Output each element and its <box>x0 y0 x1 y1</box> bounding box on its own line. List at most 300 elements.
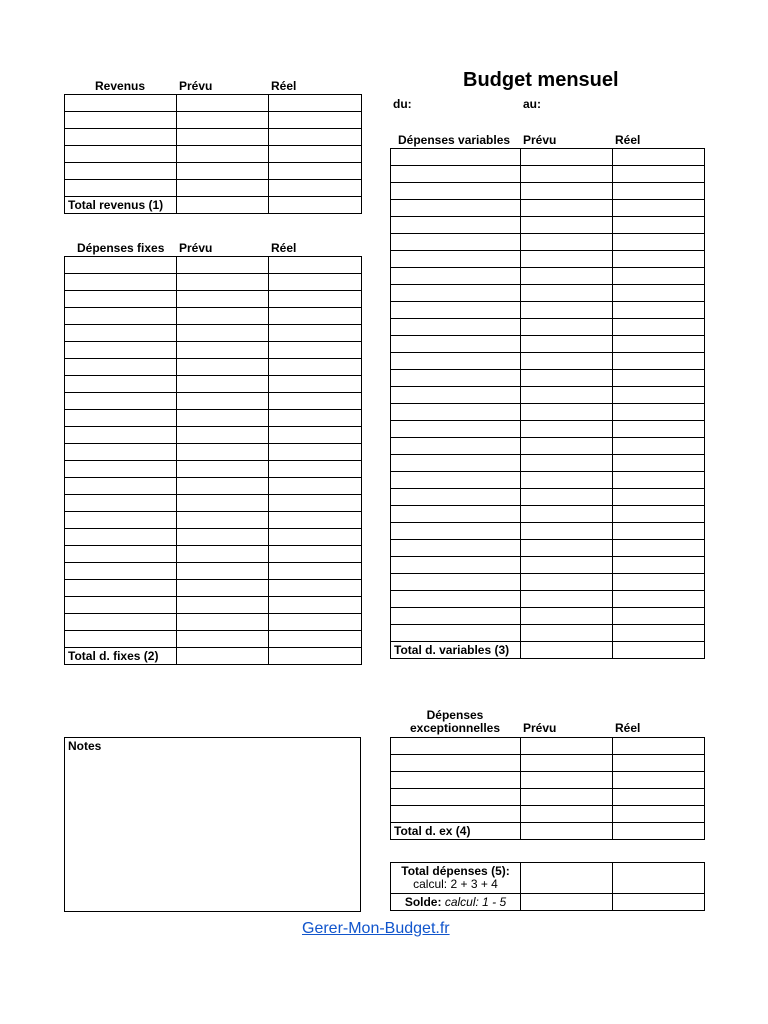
revenus-row <box>65 163 362 180</box>
fixes-cell-label[interactable] <box>65 597 177 614</box>
variables-cell-actual[interactable] <box>613 455 705 472</box>
total-depenses-planned[interactable] <box>521 863 613 894</box>
variables-row <box>391 540 705 557</box>
variables-cell-label[interactable] <box>391 234 521 251</box>
revenus-planned-header: Prévu <box>179 79 213 93</box>
variables-row <box>391 234 705 251</box>
fixes-cell-planned[interactable] <box>177 614 269 631</box>
period-from-label: du: <box>393 97 412 111</box>
revenus-row <box>65 129 362 146</box>
fixes-cell-planned[interactable] <box>177 597 269 614</box>
variables-cell-planned[interactable] <box>521 438 613 455</box>
fixes-cell-label[interactable] <box>65 478 177 495</box>
exceptionnelles-total-label: Total d. ex (4) <box>391 823 521 840</box>
variables-row <box>391 574 705 591</box>
fixes-cell-label[interactable] <box>65 257 177 274</box>
variables-row <box>391 336 705 353</box>
variables-cell-planned[interactable] <box>521 268 613 285</box>
variables-row <box>391 217 705 234</box>
fixes-cell-label[interactable] <box>65 512 177 529</box>
variables-cell-actual[interactable] <box>613 217 705 234</box>
variables-cell-label[interactable] <box>391 183 521 200</box>
variables-cell-planned[interactable] <box>521 302 613 319</box>
variables-row <box>391 523 705 540</box>
variables-cell-label[interactable] <box>391 336 521 353</box>
variables-cell-actual[interactable] <box>613 472 705 489</box>
variables-row <box>391 421 705 438</box>
variables-row <box>391 608 705 625</box>
fixes-cell-label[interactable] <box>65 342 177 359</box>
variables-cell-label[interactable] <box>391 608 521 625</box>
fixes-row <box>65 291 362 308</box>
variables-cell-actual[interactable] <box>613 421 705 438</box>
fixes-row <box>65 274 362 291</box>
variables-cell-planned[interactable] <box>521 421 613 438</box>
variables-cell-label[interactable] <box>391 149 521 166</box>
variables-cell-label[interactable] <box>391 404 521 421</box>
notes-label: Notes <box>68 739 102 753</box>
variables-cell-planned[interactable] <box>521 251 613 268</box>
revenus-cell-planned[interactable] <box>177 180 269 197</box>
variables-cell-actual[interactable] <box>613 302 705 319</box>
fixes-cell-planned[interactable] <box>177 376 269 393</box>
fixes-row <box>65 359 362 376</box>
fixes-cell-actual[interactable] <box>269 478 362 495</box>
variables-row <box>391 353 705 370</box>
fixes-row <box>65 580 362 597</box>
revenus-cell-actual[interactable] <box>269 180 362 197</box>
revenus-cell-actual[interactable] <box>269 163 362 180</box>
fixes-cell-label[interactable] <box>65 631 177 648</box>
fixes-cell-planned[interactable] <box>177 410 269 427</box>
fixes-total-planned[interactable] <box>177 648 269 665</box>
fixes-cell-label[interactable] <box>65 325 177 342</box>
variables-cell-label[interactable] <box>391 625 521 642</box>
variables-cell-actual[interactable] <box>613 591 705 608</box>
variables-cell-label[interactable] <box>391 285 521 302</box>
fixes-cell-label[interactable] <box>65 614 177 631</box>
fixes-cell-actual[interactable] <box>269 393 362 410</box>
fixes-cell-planned[interactable] <box>177 512 269 529</box>
fixes-cell-actual[interactable] <box>269 274 362 291</box>
variables-cell-actual[interactable] <box>613 574 705 591</box>
fixes-cell-actual[interactable] <box>269 359 362 376</box>
revenus-cell-label[interactable] <box>65 180 177 197</box>
exceptionnelles-cell-actual[interactable] <box>613 772 705 789</box>
exceptionnelles-cell-planned[interactable] <box>521 755 613 772</box>
revenus-cell-planned[interactable] <box>177 146 269 163</box>
variables-cell-planned[interactable] <box>521 217 613 234</box>
variables-cell-label[interactable] <box>391 506 521 523</box>
fixes-total-actual[interactable] <box>269 648 362 665</box>
fixes-row <box>65 410 362 427</box>
fixes-row <box>65 529 362 546</box>
variables-cell-planned[interactable] <box>521 574 613 591</box>
fixes-cell-planned[interactable] <box>177 444 269 461</box>
variables-cell-planned[interactable] <box>521 506 613 523</box>
variables-cell-actual[interactable] <box>613 166 705 183</box>
exceptionnelles-row <box>391 789 705 806</box>
fixes-cell-actual[interactable] <box>269 631 362 648</box>
solde-planned[interactable] <box>521 894 613 911</box>
variables-total-label: Total d. variables (3) <box>391 642 521 659</box>
period-to-label: au: <box>523 97 541 111</box>
exceptionnelles-cell-label[interactable] <box>391 772 521 789</box>
fixes-cell-planned[interactable] <box>177 461 269 478</box>
fixes-cell-planned[interactable] <box>177 359 269 376</box>
variables-row <box>391 404 705 421</box>
revenus-total-label: Total revenus (1) <box>65 197 177 214</box>
variables-cell-actual[interactable] <box>613 540 705 557</box>
fixes-row <box>65 257 362 274</box>
fixes-row <box>65 478 362 495</box>
fixes-cell-label[interactable] <box>65 461 177 478</box>
fixes-cell-actual[interactable] <box>269 461 362 478</box>
solde-calc: calcul: 1 - 5 <box>444 895 507 909</box>
variables-total-actual[interactable] <box>613 642 705 659</box>
exceptionnelles-total-row <box>391 823 705 840</box>
fixes-cell-label[interactable] <box>65 563 177 580</box>
revenus-cell-planned[interactable] <box>177 129 269 146</box>
solde-actual[interactable] <box>613 894 705 911</box>
total-depenses-row <box>391 863 705 894</box>
variables-cell-planned[interactable] <box>521 336 613 353</box>
fixes-cell-actual[interactable] <box>269 495 362 512</box>
variables-cell-actual[interactable] <box>613 353 705 370</box>
exceptionnelles-cell-label[interactable] <box>391 789 521 806</box>
variables-row <box>391 455 705 472</box>
fixes-actual-header: Réel <box>271 241 297 255</box>
variables-cell-actual[interactable] <box>613 557 705 574</box>
variables-cell-planned[interactable] <box>521 370 613 387</box>
exceptionnelles-header-line2: exceptionnelles <box>409 721 501 735</box>
fixes-row <box>65 495 362 512</box>
variables-cell-label[interactable] <box>391 353 521 370</box>
variables-cell-label[interactable] <box>391 540 521 557</box>
fixes-cell-actual[interactable] <box>269 257 362 274</box>
solde-cell <box>391 894 521 911</box>
fixes-cell-planned[interactable] <box>177 274 269 291</box>
exceptionnelles-cell-planned[interactable] <box>521 789 613 806</box>
variables-cell-label[interactable] <box>391 523 521 540</box>
revenus-cell-planned[interactable] <box>177 163 269 180</box>
exceptionnelles-cell-planned[interactable] <box>521 772 613 789</box>
solde-label: Solde: <box>404 895 442 909</box>
variables-cell-planned[interactable] <box>521 319 613 336</box>
exceptionnelles-table <box>390 737 705 840</box>
fixes-row <box>65 444 362 461</box>
solde-row <box>391 894 705 911</box>
fixes-row <box>65 325 362 342</box>
fixes-cell-label[interactable] <box>65 444 177 461</box>
exceptionnelles-total-planned[interactable] <box>521 823 613 840</box>
fixes-cell-label[interactable] <box>65 580 177 597</box>
fixes-cell-planned[interactable] <box>177 427 269 444</box>
variables-cell-planned[interactable] <box>521 455 613 472</box>
revenus-cell-actual[interactable] <box>269 112 362 129</box>
revenus-cell-actual[interactable] <box>269 95 362 112</box>
variables-row <box>391 489 705 506</box>
fixes-cell-actual[interactable] <box>269 291 362 308</box>
variables-cell-planned[interactable] <box>521 489 613 506</box>
revenus-cell-actual[interactable] <box>269 146 362 163</box>
variables-cell-planned[interactable] <box>521 591 613 608</box>
exceptionnelles-cell-actual[interactable] <box>613 789 705 806</box>
fixes-cell-planned[interactable] <box>177 495 269 512</box>
totals-table <box>390 862 705 911</box>
variables-cell-planned[interactable] <box>521 472 613 489</box>
variables-cell-actual[interactable] <box>613 404 705 421</box>
variables-cell-actual[interactable] <box>613 200 705 217</box>
variables-cell-label[interactable] <box>391 319 521 336</box>
variables-row <box>391 438 705 455</box>
fixes-cell-planned[interactable] <box>177 308 269 325</box>
exceptionnelles-cell-actual[interactable] <box>613 738 705 755</box>
variables-cell-planned[interactable] <box>521 285 613 302</box>
fixes-row <box>65 393 362 410</box>
variables-actual-header: Réel <box>615 133 641 147</box>
fixes-cell-planned[interactable] <box>177 563 269 580</box>
fixes-cell-actual[interactable] <box>269 597 362 614</box>
revenus-cell-label[interactable] <box>65 95 177 112</box>
exceptionnelles-actual-header: Réel <box>615 721 641 735</box>
variables-total-planned[interactable] <box>521 642 613 659</box>
revenus-cell-planned[interactable] <box>177 112 269 129</box>
exceptionnelles-cell-actual[interactable] <box>613 806 705 823</box>
fixes-cell-label[interactable] <box>65 495 177 512</box>
revenus-cell-label[interactable] <box>65 163 177 180</box>
revenus-header: Revenus <box>95 79 146 93</box>
fixes-cell-actual[interactable] <box>269 529 362 546</box>
exceptionnelles-cell-planned[interactable] <box>521 738 613 755</box>
variables-cell-label[interactable] <box>391 472 521 489</box>
exceptionnelles-row <box>391 738 705 755</box>
variables-row <box>391 285 705 302</box>
fixes-cell-actual[interactable] <box>269 325 362 342</box>
variables-cell-actual[interactable] <box>613 319 705 336</box>
fixes-cell-planned[interactable] <box>177 325 269 342</box>
fixes-table <box>64 256 362 665</box>
variables-cell-label[interactable] <box>391 200 521 217</box>
exceptionnelles-cell-label[interactable] <box>391 755 521 772</box>
fixes-cell-actual[interactable] <box>269 546 362 563</box>
exceptionnelles-cell-label[interactable] <box>391 806 521 823</box>
variables-cell-planned[interactable] <box>521 149 613 166</box>
variables-cell-planned[interactable] <box>521 523 613 540</box>
variables-cell-label[interactable] <box>391 268 521 285</box>
exceptionnelles-total-actual[interactable] <box>613 823 705 840</box>
variables-cell-planned[interactable] <box>521 183 613 200</box>
footer-link[interactable]: Gerer-Mon-Budget.fr <box>302 920 450 937</box>
variables-header: Dépenses variables <box>398 133 511 147</box>
revenus-cell-actual[interactable] <box>269 129 362 146</box>
variables-cell-label[interactable] <box>391 557 521 574</box>
fixes-cell-label[interactable] <box>65 376 177 393</box>
revenus-rows <box>65 95 362 197</box>
variables-cell-actual[interactable] <box>613 608 705 625</box>
fixes-cell-label[interactable] <box>65 291 177 308</box>
variables-row <box>391 251 705 268</box>
variables-row <box>391 387 705 404</box>
variables-cell-actual[interactable] <box>613 370 705 387</box>
fixes-row <box>65 546 362 563</box>
variables-cell-label[interactable] <box>391 455 521 472</box>
variables-cell-label[interactable] <box>391 302 521 319</box>
variables-row <box>391 268 705 285</box>
fixes-cell-actual[interactable] <box>269 614 362 631</box>
page-title: Budget mensuel <box>463 69 619 91</box>
fixes-planned-header: Prévu <box>179 241 213 255</box>
variables-row <box>391 625 705 642</box>
fixes-cell-label[interactable] <box>65 529 177 546</box>
revenus-table <box>64 94 362 214</box>
revenus-cell-label[interactable] <box>65 146 177 163</box>
fixes-cell-actual[interactable] <box>269 427 362 444</box>
fixes-cell-actual[interactable] <box>269 376 362 393</box>
fixes-row <box>65 631 362 648</box>
variables-rows <box>391 149 705 642</box>
variables-row <box>391 149 705 166</box>
variables-cell-label[interactable] <box>391 387 521 404</box>
fixes-cell-planned[interactable] <box>177 393 269 410</box>
variables-cell-planned[interactable] <box>521 387 613 404</box>
fixes-cell-planned[interactable] <box>177 580 269 597</box>
variables-cell-actual[interactable] <box>613 506 705 523</box>
fixes-cell-label[interactable] <box>65 308 177 325</box>
variables-row <box>391 370 705 387</box>
variables-cell-planned[interactable] <box>521 166 613 183</box>
total-depenses-calc: calcul: 2 + 3 + 4 <box>413 877 498 891</box>
revenus-cell-label[interactable] <box>65 129 177 146</box>
fixes-header: Dépenses fixes <box>77 241 165 255</box>
variables-cell-planned[interactable] <box>521 234 613 251</box>
notes-box[interactable] <box>64 737 361 912</box>
variables-cell-label[interactable] <box>391 166 521 183</box>
fixes-cell-actual[interactable] <box>269 563 362 580</box>
revenus-total-planned[interactable] <box>177 197 269 214</box>
variables-cell-label[interactable] <box>391 217 521 234</box>
revenus-row <box>65 146 362 163</box>
fixes-cell-planned[interactable] <box>177 478 269 495</box>
variables-cell-actual[interactable] <box>613 251 705 268</box>
fixes-row <box>65 512 362 529</box>
variables-row <box>391 557 705 574</box>
variables-cell-actual[interactable] <box>613 149 705 166</box>
fixes-cell-planned[interactable] <box>177 529 269 546</box>
variables-cell-label[interactable] <box>391 574 521 591</box>
fixes-total-row <box>65 648 362 665</box>
exceptionnelles-rows <box>391 738 705 823</box>
fixes-cell-actual[interactable] <box>269 410 362 427</box>
variables-cell-actual[interactable] <box>613 234 705 251</box>
fixes-cell-label[interactable] <box>65 546 177 563</box>
variables-total-row <box>391 642 705 659</box>
exceptionnelles-row <box>391 772 705 789</box>
fixes-row <box>65 461 362 478</box>
variables-cell-actual[interactable] <box>613 387 705 404</box>
variables-row <box>391 591 705 608</box>
variables-cell-actual[interactable] <box>613 285 705 302</box>
variables-cell-planned[interactable] <box>521 540 613 557</box>
variables-row <box>391 302 705 319</box>
variables-row <box>391 166 705 183</box>
variables-row <box>391 200 705 217</box>
variables-cell-planned[interactable] <box>521 353 613 370</box>
variables-cell-actual[interactable] <box>613 268 705 285</box>
variables-cell-planned[interactable] <box>521 557 613 574</box>
fixes-cell-planned[interactable] <box>177 257 269 274</box>
fixes-cell-planned[interactable] <box>177 546 269 563</box>
revenus-actual-header: Réel <box>271 79 297 93</box>
variables-row <box>391 472 705 489</box>
fixes-cell-label[interactable] <box>65 274 177 291</box>
fixes-cell-actual[interactable] <box>269 512 362 529</box>
fixes-cell-label[interactable] <box>65 410 177 427</box>
revenus-row <box>65 112 362 129</box>
variables-cell-label[interactable] <box>391 591 521 608</box>
variables-cell-actual[interactable] <box>613 438 705 455</box>
revenus-total-actual[interactable] <box>269 197 362 214</box>
variables-cell-planned[interactable] <box>521 625 613 642</box>
exceptionnelles-planned-header: Prévu <box>523 721 557 735</box>
fixes-cell-label[interactable] <box>65 393 177 410</box>
variables-row <box>391 506 705 523</box>
exceptionnelles-cell-planned[interactable] <box>521 806 613 823</box>
variables-cell-label[interactable] <box>391 421 521 438</box>
fixes-cell-label[interactable] <box>65 427 177 444</box>
total-depenses-actual[interactable] <box>613 863 705 894</box>
variables-row <box>391 319 705 336</box>
variables-cell-planned[interactable] <box>521 200 613 217</box>
variables-cell-actual[interactable] <box>613 489 705 506</box>
variables-cell-actual[interactable] <box>613 183 705 200</box>
variables-table <box>390 148 705 659</box>
variables-cell-actual[interactable] <box>613 625 705 642</box>
fixes-row <box>65 597 362 614</box>
exceptionnelles-cell-actual[interactable] <box>613 755 705 772</box>
variables-cell-actual[interactable] <box>613 336 705 353</box>
variables-cell-planned[interactable] <box>521 404 613 421</box>
fixes-cell-label[interactable] <box>65 359 177 376</box>
revenus-row <box>65 95 362 112</box>
fixes-cell-actual[interactable] <box>269 444 362 461</box>
fixes-total-label: Total d. fixes (2) <box>65 648 177 665</box>
variables-cell-actual[interactable] <box>613 523 705 540</box>
variables-row <box>391 183 705 200</box>
fixes-cell-actual[interactable] <box>269 342 362 359</box>
variables-cell-label[interactable] <box>391 489 521 506</box>
variables-cell-label[interactable] <box>391 370 521 387</box>
fixes-cell-planned[interactable] <box>177 291 269 308</box>
fixes-cell-planned[interactable] <box>177 631 269 648</box>
variables-cell-planned[interactable] <box>521 608 613 625</box>
revenus-row <box>65 180 362 197</box>
fixes-rows <box>65 257 362 648</box>
fixes-cell-actual[interactable] <box>269 308 362 325</box>
total-depenses-cell <box>391 863 521 894</box>
fixes-cell-planned[interactable] <box>177 342 269 359</box>
revenus-cell-planned[interactable] <box>177 95 269 112</box>
variables-cell-label[interactable] <box>391 438 521 455</box>
fixes-row <box>65 376 362 393</box>
fixes-row <box>65 427 362 444</box>
fixes-cell-actual[interactable] <box>269 580 362 597</box>
total-depenses-label: Total dépenses (5): <box>401 864 510 878</box>
revenus-cell-label[interactable] <box>65 112 177 129</box>
exceptionnelles-cell-label[interactable] <box>391 738 521 755</box>
fixes-row <box>65 563 362 580</box>
variables-cell-label[interactable] <box>391 251 521 268</box>
